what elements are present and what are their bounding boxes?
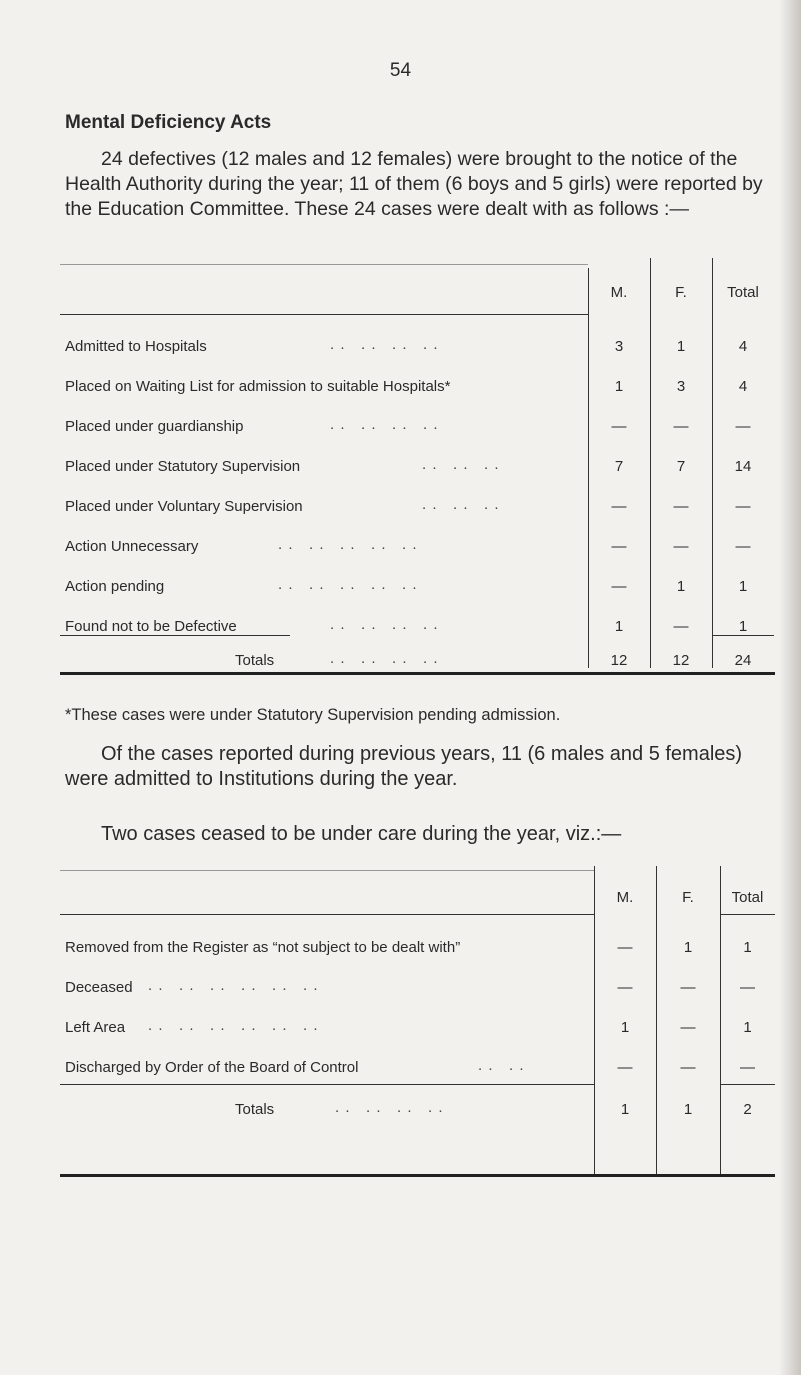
cell-m: 1 bbox=[614, 378, 624, 395]
cell-m: 3 bbox=[614, 338, 624, 355]
cell-m: — bbox=[611, 538, 627, 555]
cell-f: — bbox=[673, 498, 689, 515]
column-header-m: M. bbox=[610, 284, 628, 301]
cell-total: — bbox=[735, 498, 751, 515]
section-heading: Mental Deficiency Acts bbox=[65, 112, 272, 133]
leader-dots: . . . . . . . . . . . . bbox=[148, 1017, 319, 1034]
leader-dots: . . . . . . . . bbox=[330, 416, 439, 433]
cell-m: — bbox=[611, 418, 627, 435]
total-f: 1 bbox=[683, 1101, 693, 1118]
totals-label: Totals bbox=[235, 652, 275, 669]
leader-dots: . . . . . . . . bbox=[330, 616, 439, 633]
row-label: Removed from the Register as “not subject to be dealt with” bbox=[65, 939, 461, 956]
total-f: 12 bbox=[672, 652, 690, 669]
cell-total: — bbox=[735, 538, 751, 555]
totals-label: Totals bbox=[235, 1101, 275, 1118]
ceased-care-table bbox=[60, 866, 775, 1186]
column-header-m: M. bbox=[616, 889, 634, 906]
cell-f: — bbox=[680, 1059, 696, 1076]
cell-m: 1 bbox=[614, 618, 624, 635]
leader-dots: . . . . . . bbox=[422, 496, 500, 513]
row-label: Discharged by Order of the Board of Control bbox=[65, 1059, 359, 1076]
cell-f: — bbox=[673, 418, 689, 435]
leader-dots: . . . . . . . . . . . . bbox=[148, 977, 319, 994]
cell-total: — bbox=[740, 1059, 755, 1076]
row-label: Placed under Voluntary Supervision bbox=[65, 498, 303, 515]
row-label: Placed under guardianship bbox=[65, 418, 244, 435]
cell-total: — bbox=[740, 979, 755, 996]
page-number: 54 bbox=[389, 60, 412, 81]
column-header-total: Total bbox=[727, 284, 759, 301]
footnote: *These cases were under Statutory Supervision pending admission. bbox=[65, 706, 561, 724]
cases-dealt-with-table bbox=[60, 258, 775, 678]
row-label: Admitted to Hospitals bbox=[65, 338, 207, 355]
cell-f: — bbox=[673, 538, 689, 555]
cell-f: 7 bbox=[676, 458, 686, 475]
row-label: Action Unnecessary bbox=[65, 538, 199, 555]
cell-f: — bbox=[673, 618, 689, 635]
cell-f: — bbox=[680, 1019, 696, 1036]
cell-m: — bbox=[617, 979, 633, 996]
column-header-total: Total bbox=[731, 889, 764, 906]
row-label: Placed on Waiting List for admission to suitable Hospitals* bbox=[65, 378, 451, 395]
cell-total: — bbox=[735, 418, 751, 435]
leader-dots: . . . . . . . . bbox=[330, 650, 439, 667]
leader-dots: . . . . . . . . . . bbox=[278, 576, 418, 593]
row-label: Deceased bbox=[65, 979, 133, 996]
cell-total: 14 bbox=[734, 458, 752, 475]
cell-f: 1 bbox=[676, 578, 686, 595]
cell-f: 1 bbox=[683, 939, 693, 956]
leader-dots: . . . . . . bbox=[422, 456, 500, 473]
ceased-care-paragraph: Two cases ceased to be under care during the year, viz.:— bbox=[101, 823, 622, 845]
previous-years-paragraph: Of the cases reported during previous years, 11 (6 males and 5 females) were admitted to Institutions during the year. bbox=[65, 743, 743, 790]
leader-dots: . . . . . . . . . . bbox=[278, 536, 418, 553]
row-label: Action pending bbox=[65, 578, 165, 595]
cell-m: — bbox=[617, 939, 633, 956]
cell-total: 4 bbox=[738, 338, 748, 355]
cell-m: 1 bbox=[620, 1019, 630, 1036]
cell-total: 4 bbox=[738, 378, 748, 395]
cell-m: 7 bbox=[614, 458, 624, 475]
leader-dots: . . . . . . . . bbox=[335, 1099, 444, 1116]
total-m: 1 bbox=[620, 1101, 630, 1118]
page-edge-shadow bbox=[779, 0, 801, 1375]
cell-m: — bbox=[611, 578, 627, 595]
row-label: Placed under Statutory Supervision bbox=[65, 458, 301, 475]
total-total: 2 bbox=[743, 1101, 752, 1118]
total-total: 24 bbox=[734, 652, 752, 669]
leader-dots: . . . . bbox=[478, 1057, 525, 1074]
total-m: 12 bbox=[610, 652, 628, 669]
cell-total: 1 bbox=[743, 939, 752, 956]
intro-paragraph: 24 defectives (12 males and 12 females) were brought to the notice of the Health Authority during the year; 11 of them (6 boys and 5 girls) were reported by the Education Committee. These 24 cases were dealt with as follows :— bbox=[65, 148, 763, 220]
leader-dots: . . . . . . . . bbox=[330, 336, 439, 353]
cell-f: 1 bbox=[676, 338, 686, 355]
cell-m: — bbox=[617, 1059, 633, 1076]
cell-total: 1 bbox=[743, 1019, 752, 1036]
column-header-f: F. bbox=[675, 284, 687, 301]
cell-total: 1 bbox=[738, 618, 748, 635]
cell-total: 1 bbox=[738, 578, 748, 595]
cell-f: 3 bbox=[676, 378, 686, 395]
cell-m: — bbox=[611, 498, 627, 515]
column-header-f: F. bbox=[682, 889, 694, 906]
row-label: Left Area bbox=[65, 1019, 126, 1036]
cell-f: — bbox=[680, 979, 696, 996]
row-label: Found not to be Defective bbox=[65, 618, 237, 635]
